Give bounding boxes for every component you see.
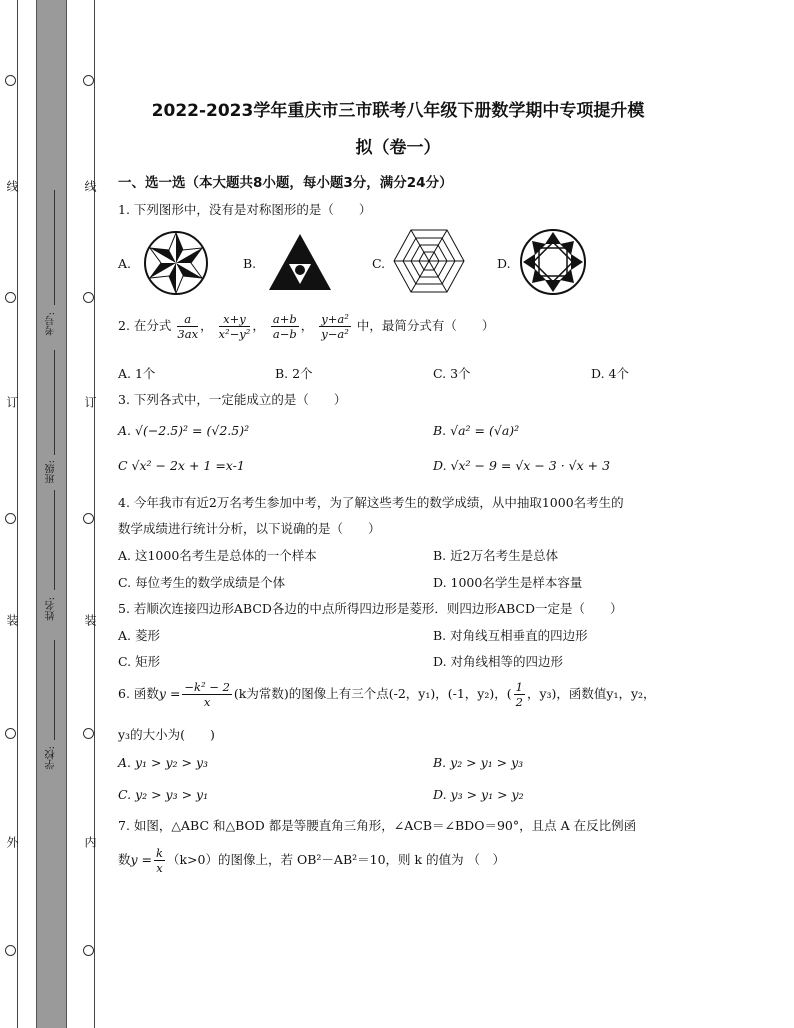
question-2-stem: 2. 在分式 $\frac{a}{3ax}$ ， $\frac{x+y}{\text{x²−y²}}$ ， $\frac{a+b}{a-b}$ ， $\frac{\text{y+a²}}{\text{y−a²}}$ 中，最简分式有（ ）: [118, 312, 495, 341]
q2-frac3-den: a−b: [272, 327, 297, 341]
q6-option-d[interactable]: D. y₃ > y₁ > y₂: [433, 787, 524, 802]
q6-option-b[interactable]: B. y₂ > y₁ > y₃: [433, 755, 524, 770]
q1-option-a-label: A.: [118, 256, 132, 271]
q6-y: y =: [158, 686, 181, 701]
q2-option-b[interactable]: B. 2个: [275, 366, 313, 381]
q6-half-fraction: [514, 680, 525, 709]
q6-option-c[interactable]: C. y₂ > y₃ > y₁: [118, 787, 209, 802]
q2-frac3-num: a+b: [272, 312, 297, 326]
binding-hole: [83, 292, 94, 303]
q1-option-d-label: D.: [497, 256, 511, 271]
q4-option-a[interactable]: A. 这1000名考生是总体的一个样本: [118, 548, 317, 563]
q4-option-c[interactable]: C. 每位考生的数学成绩是个体: [118, 575, 286, 590]
question-7-line1: 7. 如图，△ABC 和△BOD 都是等腰直角三角形，∠ACB＝∠BDO＝90°，且点 A 在反比例函: [118, 818, 637, 833]
field-class: 班级:: [46, 460, 57, 484]
q3-option-b[interactable]: B. √a² = (√a)²: [433, 423, 520, 438]
q5-option-d[interactable]: D. 对角线相等的四边形: [433, 654, 564, 669]
binding-hole: [5, 75, 16, 86]
binding-hole: [83, 75, 94, 86]
outer-char-xian: 线: [5, 180, 19, 192]
field-line[interactable]: [54, 190, 55, 305]
q7-prefix: 数: [118, 852, 131, 867]
field-line[interactable]: [54, 490, 55, 590]
q2-fraction-1: [177, 312, 198, 341]
field-line[interactable]: [54, 350, 55, 455]
page-title-line1: 2022-2023学年重庆市三市联考八年级下册数学期中专项提升模: [151, 101, 645, 121]
inner-char-ding: 订: [83, 396, 97, 408]
outer-char-wai: 外: [5, 836, 19, 848]
q6-num: −k² − 2: [184, 680, 230, 694]
q5-option-a[interactable]: A. 菱形: [118, 628, 160, 643]
q2-prefix: 2. 在分式: [118, 318, 172, 333]
field-name: 姓名:: [46, 597, 57, 621]
question-5-stem: 5. 若顺次连接四边形ABCD各边的中点所得四边形是菱形．则四边形ABCD一定是（ ）: [118, 601, 623, 616]
q3-option-c[interactable]: C √x² − 2x + 1 =x-1: [118, 458, 245, 473]
field-school: 学校:: [46, 746, 57, 770]
q7-den: x: [156, 861, 163, 875]
q1-figure-a-star-circle: [143, 230, 209, 296]
section-heading: 一、选一选（本大题共8小题，每小题3分，满分24分）: [118, 175, 453, 191]
q6-half-num: 1: [515, 680, 523, 694]
binding-hole: [5, 728, 16, 739]
q6-suffix2: ，y₃)，函数值y₁，y₂，: [526, 686, 656, 701]
question-3-stem: 3. 下列各式中，一定能成立的是（ ）: [118, 392, 347, 407]
q7-num: k: [156, 846, 163, 860]
q7-y: y =: [130, 852, 153, 867]
q2-fraction-3: [271, 312, 299, 341]
q5-option-b[interactable]: B. 对角线互相垂直的四边形: [433, 628, 588, 643]
q6-prefix: 6. 函数: [118, 686, 159, 701]
q6-fraction: [182, 680, 231, 709]
q2-option-d[interactable]: D. 4个: [591, 366, 629, 381]
q6-suffix: (k为常数)的图像上有三个点(-2，y₁)，(-1，y₂)，(: [233, 686, 512, 701]
q2-frac2-den: x²−y²: [218, 327, 251, 341]
q6-den: x: [203, 695, 211, 709]
q4-option-d[interactable]: D. 1000名学生是样本容量: [433, 575, 583, 590]
q2-fraction-4: [319, 312, 351, 341]
q3-option-a[interactable]: A. √(−2.5)² = (√2.5)²: [118, 423, 250, 438]
binding-hole: [5, 292, 16, 303]
q2-option-a[interactable]: A. 1个: [118, 366, 156, 381]
q2-suffix: 中，最简分式有（ ）: [356, 318, 495, 333]
q1-figure-b-triangle: [267, 232, 333, 292]
outer-dashed-line: [17, 0, 18, 1028]
field-exam-number: 考号:: [46, 312, 57, 336]
outer-char-ding: 订: [5, 396, 19, 408]
inner-char-zhuang: 装: [83, 614, 97, 626]
question-4-line2: 数学成绩进行统计分析，以下说确的是（ ）: [118, 521, 381, 536]
q4-option-b[interactable]: B. 近2万名考生是总体: [433, 548, 559, 563]
binding-hole: [83, 513, 94, 524]
q3-option-d[interactable]: D. √x² − 9 = √x − 3 · √x + 3: [433, 458, 611, 473]
q1-figure-c-hexagon-web: [393, 228, 465, 294]
inner-char-xian: 线: [83, 180, 97, 192]
q7-suffix: （k>0）的图像上，若 OB²－AB²＝10，则 k 的值为 （ ）: [167, 852, 506, 867]
q6-option-a[interactable]: A. y₁ > y₂ > y₃: [118, 755, 209, 770]
page-title-line2: 拟（卷一）: [355, 138, 441, 158]
binding-hole: [5, 513, 16, 524]
q2-frac2-num: x+y: [219, 312, 251, 327]
q1-option-b-label: B.: [243, 256, 257, 271]
q2-fraction-2: [219, 312, 251, 341]
binding-hole: [83, 728, 94, 739]
q6-half-den: 2: [515, 695, 523, 709]
q7-fraction: [154, 846, 165, 875]
question-7-line2: [118, 846, 505, 875]
question-6-line2: y₃的大小为( ): [118, 727, 215, 742]
binding-band: [36, 0, 67, 1028]
question-1-stem: 1. 下列图形中，没有是对称图形的是（ ）: [118, 202, 372, 217]
question-6-line1: [118, 680, 656, 709]
q2-frac1-den: 3ax: [177, 327, 199, 341]
binding-margin: [0, 0, 30, 1028]
binding-hole: [5, 945, 16, 956]
binding-hole: [83, 945, 94, 956]
q5-option-c[interactable]: C. 矩形: [118, 654, 161, 669]
field-line[interactable]: [54, 640, 55, 740]
question-4-line1: 4. 今年我市有近2万名考生参加中考，为了解这些考生的数学成绩，从中抽取1000名考生的: [118, 495, 624, 510]
inner-char-nei: 内: [83, 836, 97, 848]
q2-frac4-den: y−a²: [321, 327, 349, 341]
outer-char-zhuang: 装: [5, 614, 19, 626]
inner-dashed-line: [94, 0, 95, 1028]
q2-option-c[interactable]: C. 3个: [433, 366, 471, 381]
q1-figure-d-octagram-circle: [519, 228, 587, 296]
q2-frac4-num: y+a²: [321, 312, 349, 326]
q2-frac1-num: a: [177, 312, 198, 327]
q1-option-c-label: C.: [372, 256, 386, 271]
